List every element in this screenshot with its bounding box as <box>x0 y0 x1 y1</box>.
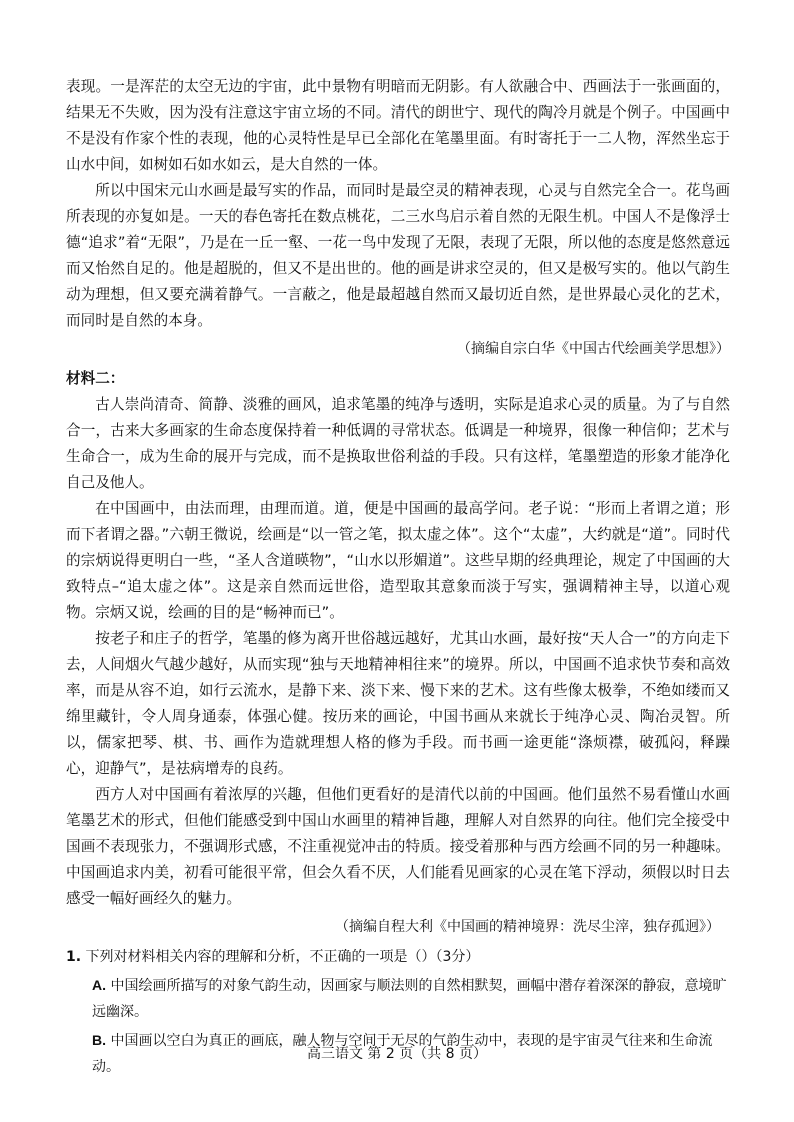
material2-paragraph-1: 古人崇尚清奇、简静、淡雅的画风，追求笔墨的纯净与透明，实际是追求心灵的质量。为了与自然合一，古来大多画家的生命态度保持着一种低调的寻常状态。低调是一种境界，很像一种信仰；艺术与生命合一，成为生命的展开与完成，而不是换取世俗利益的手段。只有这样，笔墨塑造的形象才能净化自己及他人。 <box>66 396 730 491</box>
option-label: A. <box>92 977 106 993</box>
option-text: 中国绘画所描写的对象气韵生动，因画家与顺法则的自然相默契，画幅中潜存着深深的静寂，意境旷远幽深。 <box>92 978 727 1020</box>
question-1 <box>66 944 730 970</box>
material2-paragraph-4: 西方人对中国画有着浓厚的兴趣，但他们更看好的是清代以前的中国画。他们虽然不易看懂山水画笔墨艺术的形式，但他们能感受到中国山水画里的精神旨趣，理解人对自然界的向往。他们完全接受中国画不表现张力，不强调形式感，不注重视觉冲击的特质。接受着那种与西方绘画不同的另一种趣味。中国画追求内美，初看可能很平常，但会久看不厌，人们能看见画家的心灵在笔下浮动，须假以时日去感受一幅好画经久的魅力。 <box>66 786 730 907</box>
option-label: B. <box>92 1032 106 1048</box>
question-stem: 下列对材料相关内容的理解和分析，不正确的一项是（）（3分） <box>85 949 480 965</box>
material2-heading: 材料二： <box>66 370 125 387</box>
material2-source: （摘编自程大利《中国画的精神境界：洗尽尘滓，独存孤迥》） <box>335 919 720 935</box>
material1-paragraph-continued: 表现。一是浑茫的太空无边的宇宙，此中景物有明暗而无阴影。有人欲融合中、西画法于一张画面的，结果无不失败，因为没有注意这宇宙立场的不同。清代的朗世宁、现代的陶冷月就是个例子。中国画中不是没有作家个性的表现，他的心灵特性是早已全部化在笔墨里面。有时寄托于一二人物，浑然坐忘于山水中间，如树如石如水如云，是大自然的一体。 <box>66 78 730 173</box>
material1-paragraph: 所以中国宋元山水画是最写实的作品，而同时是最空灵的精神表现，心灵与自然完全合一。花鸟画所表现的亦复如是。一天的春色寄托在数点桃花，二三水鸟启示着自然的无限生机。中国人不是像浮士德“追求”着“无限”，乃是在一丘一壑、一花一鸟中发现了无限，表现了无限，所以他的态度是悠然意远而又怡然自足的。他是超脱的，但又不是出世的。他的画是讲求空灵的，但又是极写实的。他以气韵生动为理想，但又要充满着静气。一言蔽之，他是最超越自然而又最切近自然，是世界最心灵化的艺术，而同时是自然的本身。 <box>66 182 730 329</box>
material2-paragraph-3: 按老子和庄子的哲学，笔墨的修为离开世俗越远越好，尤其山水画，最好按“天人合一”的方向走下去，人间烟火气越少越好，从而实现“独与天地精神相往来”的境界。所以，中国画不追求快节奏和高效率，而是从容不迫，如行云流水，是静下来、淡下来、慢下来的艺术。这有些像太极拳，不绝如缕而又绵里藏针，令人周身通泰，体强心健。按历来的画论，中国书画从来就长于纯净心灵、陶冶灵智。所以，儒家把琴、棋、书、画作为造就理想人格的修为手段。而书画一途更能“涤烦襟，破孤闷，释躁心，迎静气”，是祛病增寿的良药。 <box>66 630 730 777</box>
question-number: 1. <box>66 949 82 965</box>
page-footer: 高三语文 第 2 页（共 8 页） <box>306 1046 488 1062</box>
question-1-option-a <box>92 972 730 1025</box>
page-content <box>66 74 730 1080</box>
option-text: 中国画以空白为真正的画底，融人物与空间于无尽的气韵生动中，表现的是宇宙灵气往来和生命流动。 <box>92 1033 713 1075</box>
material1-source: （摘编自宗白华《中国古代绘画美学思想》） <box>457 341 730 357</box>
material2-paragraph-2: 在中国画中，由法而理，由理而道。道，便是中国画的最高学问。老子说：“形而上者谓之道；形而下者谓之器。”六朝王微说，绘画是“以一管之笔，拟太虚之体”。这个“太虚”，大约就是“道”。同时代的宗炳说得更明白一些，“圣人含道暎物”，“山水以形媚道”。这些早期的经典理论，规定了中国画的大致特点–“追太虚之体”。这是亲自然而远世俗，造型取其意象而淡于写实，强调精神主导，以道心观物。宗炳又说，绘画的目的是“畅神而已”。 <box>66 500 730 621</box>
